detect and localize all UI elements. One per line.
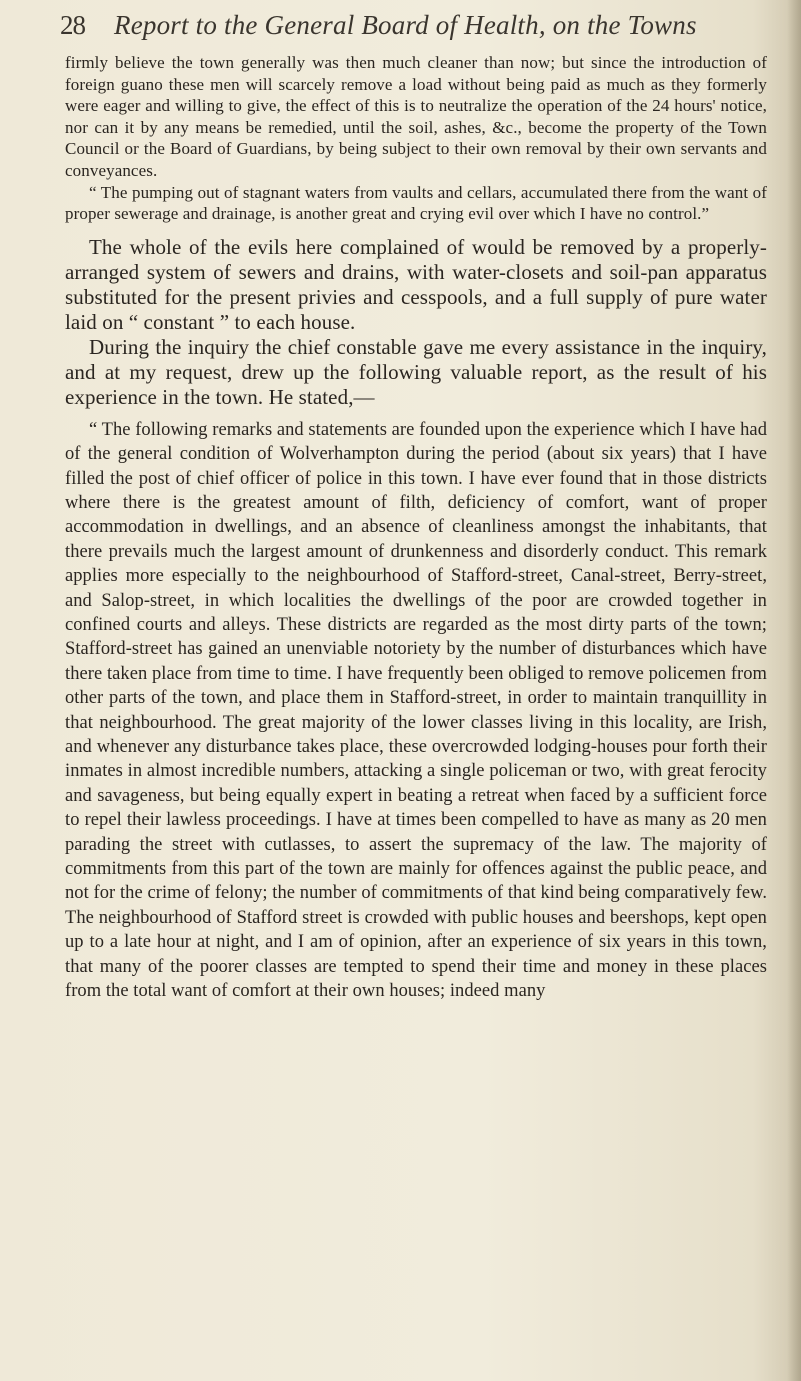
page-edge-shadow [787, 0, 801, 1381]
body-text [65, 52, 767, 1004]
paragraph-chief-constable: During the inquiry the chief constable gave me every assistance in the inquiry, and at my request, drew up the following valuable report, as the result of his experience in the town. He stated,— [65, 334, 767, 409]
paragraph-pumping-quote: “ The pumping out of stagnant waters from vaults and cellars, accumulated there from the want of proper sewerage and drainage, is another great and crying evil over which I have no control.” [65, 182, 767, 224]
paragraph-guano: firmly believe the town generally was then much cleaner than now; but since the introduction of foreign guano these men will scarcely remove a load without being paid as much as they formerly were eager and willing to give, the effect of this is to neutralize the operation of the 24 hours' notice, nor can it by any means be remedied, until the soil, ashes, &c., become the property of the Town Council or the Board of Guardians, by being subject to their own removal by their own servants and conveyances. [65, 53, 767, 180]
paragraph-police-report: “ The following remarks and statements are founded upon the experience which I have had of the general condition of Wolverhampton during the period (about six years) that I have filled the post of chief officer of police in this town. I have ever found that in those districts where there is the greatest amount of filth, deficiency of comfort, want of proper accommodation in dwellings, and an absence of cleanliness amongst the inhabitants, that there prevails much the largest amount of drunkenness and disorderly conduct. This remark applies more especially to the neighbourhood of Stafford-street, Canal-street, Berry-street, and Salop-street, in which localities the dwellings of the poor are crowded together in confined courts and alleys. These districts are regarded as the most dirty parts of the town; Stafford-street has gained an unenviable notoriety by the number of disturbances which have there taken place from time to time. I have frequently been obliged to remove policemen from other parts of the town, and place them in Stafford-street, in order to maintain tranquillity in that neighbourhood. The great majority of the lower classes living in this locality, are Irish, and whenever any disturbance takes place, these overcrowded lodging-houses pour forth their inmates in almost incredible numbers, attacking a single policeman or two, with great ferocity and savageness, but being equally expert in beating a retreat when faced by a sufficient force to repel their lawless proceedings. I have at times been compelled to have as many as 20 men parading the street with cutlasses, to assert the supremacy of the law. The majority of commitments from this part of the town are mainly for offences against the public peace, and not for the crime of felony; the number of commitments of that kind being comparatively few. The neighbourhood of Stafford street is crowded with public houses and beershops, kept open up to a late hour at night, and I am of opinion, after an experience of six years in this town, that many of the poorer classes are tempted to spend their time and money in these places from the total want of comfort at their own houses; indeed many [65, 419, 767, 1002]
page-number: 28 [60, 10, 85, 40]
running-head: Report to the General Board of Health, on the Towns [114, 10, 697, 40]
paragraph-evils-summary: The whole of the evils here complained of would be removed by a properly-arranged system of sewers and drains, with water-closets and soil-pan apparatus substituted for the present privies and cesspools, and a full supply of pure water laid on “ constant ” to each house. [65, 234, 767, 334]
page-header [60, 10, 780, 50]
